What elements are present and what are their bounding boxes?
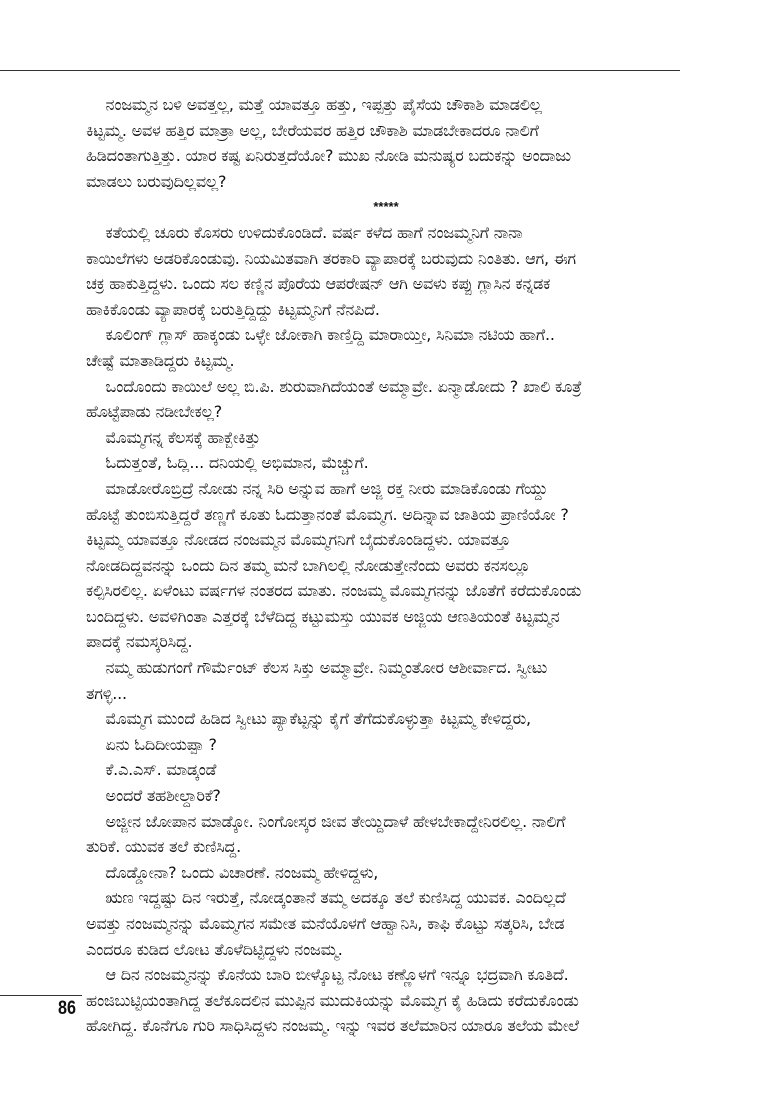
text-line: ಮಾಡಲು ಬರುವುದಿಲ್ಲವಲ್ಲ? (86, 171, 227, 191)
page-number: 86 (58, 998, 76, 1019)
text-line: ಹೊಟ್ಟೆ ತುಂಬಿಸುತ್ತಿದ್ದರೆ ತಣ್ಣಗೆ ಕೂತು ಓದುತ್ತಾನಂತೆ ಮೊಮ್ಮಗ. ಅದಿನ್ನಾವ ಜಾತಿಯ ಪ್ರಾಣಿಯೋ ? (86, 504, 569, 524)
text-line: ತುರಿಕೆ. ಯುವಕ ತಲೆ ಕುಣಿಸಿದ್ದ. (86, 837, 241, 857)
text-line: ನಂಜಮ್ಮನ ಬಳಿ ಅವತ್ತಲ್ಲ, ಮತ್ತೆ ಯಾವತ್ತೂ ಹತ್ತು, ಇಪ್ಪತ್ತು ಪೈಸೆಯ ಚೌಕಾಶಿ ಮಾಡಲಿಲ್ಲ (86, 95, 542, 114)
text-line: ಬಂದಿದ್ದಳು. ಅವಳಿಗಿಂತಾ ಎತ್ತರಕ್ಕೆ ಬೆಳೆದಿದ್ದ ಕಟ್ಟುಮಸ್ತು ಯುವಕ ಅಜ್ಜಿಯ ಆಣತಿಯಂತೆ ಕಿಟ್ಟಮ್ಮನ (86, 606, 560, 626)
body-text (86, 92, 686, 1039)
text-line: ಚೇಷ್ಟೆ ಮಾತಾಡಿದ್ದರು ಕಿಟ್ಟಮ್ಮ. (86, 350, 235, 370)
text-line: ಅಜ್ಜೀನ ಜೋಪಾನ ಮಾಡ್ಕೋ. ನಿಂಗೋಸ್ಕರ ಜೀವ ತೇಯ್ದಿದಾಳೆ ಹೇಳಬೇಕಾದ್ದೇನಿರಲಿಲ್ಲ. ನಾಲಿಗೆ (86, 811, 566, 831)
text-line: ಹಿಡಿದಂತಾಗುತ್ತಿತ್ತು. ಯಾರ ಕಷ್ಟ ಏನಿರುತ್ತದೆಯೋ? ಮುಖ ನೋಡಿ ಮನುಷ್ಯರ ಬದುಕನ್ನು ಅಂದಾಜು (86, 146, 571, 166)
text-line: ಒಂದೊಂದು ಕಾಯಿಲೆ ಅಲ್ಲ ಬಿ.ಪಿ. ಶುರುವಾಗಿದೆಯಂತೆ ಅಮ್ಮಾವ್ರೇ. ಏನ್ಮಾಡೋದು ? ಖಾಲಿ ಕೂತ್ರೆ (86, 376, 582, 396)
text-line: ಅವತ್ತು ನಂಜಮ್ಮನನ್ನು ಮೊಮ್ಮಗನ ಸಮೇತ ಮನೆಯೊಳಗೆ ಆಹ್ವಾನಿಸಿ, ಕಾಫಿ ಕೊಟ್ಟು ಸತ್ಕರಿಸಿ, ಬೇಡ (86, 914, 565, 933)
text-line: ನಮ್ಮ ಹುಡುಗಂಗೆ ಗೌರ್ಮೆಂಟ್ ಕೆಲಸ ಸಿಕ್ತು ಅಮ್ಮಾವ್ರೇ. ನಿಮ್ಮಂತೋರ ಆಶೀರ್ವಾದ. ಸ್ವೀಟು (86, 658, 548, 678)
text-line: ಕತೆಯಲ್ಲಿ ಚೂರು ಕೊಸರು ಉಳಿದುಕೊಂಡಿದೆ. ವರ್ಷ ಕಳೆದ ಹಾಗೆ ನಂಜಮ್ಮನಿಗೆ ನಾನಾ (86, 222, 523, 242)
text-line: ಎಂದರೂ ಕುಡಿದ ಲೋಟ ತೊಳೆದಿಟ್ಟಿದ್ದಳು ನಂಜಮ್ಮ. (86, 939, 343, 959)
top-divider (0, 70, 680, 71)
text-line: ಹೋಗಿದ್ದ. ಕೊನೆಗೂ ಗುರಿ ಸಾಧಿಸಿದ್ದಳು ನಂಜಮ್ಮ. ಇನ್ನು ಇವರ ತಲೆಮಾರಿನ ಯಾರೂ ತಲೆಯ ಮೇಲೆ (86, 1016, 579, 1036)
text-line: ಏನು ಓದಿದೀಯಪ್ಪಾ ? (86, 734, 217, 754)
text-line: ಓದುತ್ತಂತೆ, ಓದ್ಲಿ... ದನಿಯಲ್ಲಿ ಅಭಿಮಾನ, ಮೆಚ್ಚುಗೆ. (86, 453, 369, 473)
text-line: ನೋಡದಿದ್ದವನನ್ನು ಒಂದು ದಿನ ತಮ್ಮ ಮನೆ ಬಾಗಿಲಲ್ಲಿ ನೋಡುತ್ತೇನೆಂದು ಅವರು ಕನಸಲ್ಲೂ (86, 555, 530, 575)
text-line: ದೊಡ್ಡೋನಾ? ಒಂದು ವಿಚಾರಣೆ. ನಂಜಮ್ಮ ಹೇಳಿದ್ದಳು, (86, 862, 379, 882)
text-line: ಋಣ ಇದ್ದಷ್ಟು ದಿನ ಇರುತ್ತೆ, ನೋಡ್ಕಂತಾನೆ ತಮ್ಮ ಅದಕ್ಕೂ ತಲೆ ಕುಣಿಸಿದ್ದ ಯುವಕ. ಎಂದಿಲ್ಲದೆ (86, 888, 566, 908)
text-line: ಮಾಡೋರೊಬ್ರಿದ್ರೆ ನೋಡು ನನ್ನ ಸಿರಿ ಅನ್ನುವ ಹಾಗೆ ಅಜ್ಜಿ ರಕ್ತ ನೀರು ಮಾಡಿಕೊಂಡು ಗೆಯ್ದು (86, 478, 548, 498)
text-line: ಹೊಟ್ಟೆಪಾಡು ನಡೀಬೇಕಲ್ಲ? (86, 402, 223, 422)
text-line: ಕಲ್ಪಿಸಿರಲಿಲ್ಲ. ಏಳೆಂಟು ವರ್ಷಗಳ ನಂತರದ ಮಾತು. ನಂಜಮ್ಮ ಮೊಮ್ಮಗನನ್ನು ಜೊತೆಗೆ ಕರೆದುಕೊಂಡು (86, 581, 582, 601)
text-line: ಅಂದರೆ ತಹಶೀಲ್ದಾರಿಕೆ? (86, 786, 221, 806)
text-line: ಕೆ.ಎ.ಎಸ್. ಮಾಡ್ಕಂಡೆ (86, 760, 217, 780)
section-break: ***** (373, 199, 399, 215)
text-line: ಚಕ್ರ ಹಾಕುತ್ತಿದ್ದಳು. ಒಂದು ಸಲ ಕಣ್ಣಿನ ಪೊರೆಯ ಆಪರೇಷನ್ ಆಗಿ ಅವಳು ಕಪ್ಪು ಗ್ಲಾಸಿನ ಕನ್ನಡಕ (86, 274, 551, 294)
text-line: ಮೊಮ್ಮಗ ಮುಂದೆ ಹಿಡಿದ ಸ್ವೀಟು ಪ್ಯಾಕೆಟ್ಟನ್ನು ಕೈಗೆ ತೆಗೆದುಕೊಳ್ಳುತ್ತಾ ಕಿಟ್ಟಮ್ಮ ಕೇಳಿದ್ದರು, (86, 709, 531, 729)
text-line: ಮೊಮ್ಮಗನ್ನ ಕೆಲಸಕ್ಕೆ ಹಾಕ್ಬೇಕಿತ್ತು (86, 427, 261, 447)
text-line: ಕಿಟ್ಟಮ್ಮ. ಅವಳ ಹತ್ತಿರ ಮಾತ್ರಾ ಅಲ್ಲ, ಬೇರೆಯವರ ಹತ್ತಿರ ಚೌಕಾಶಿ ಮಾಡಬೇಕಾದರೂ ನಾಲಿಗೆ (86, 120, 539, 140)
text-line: ಕೂಲಿಂಗ್ ಗ್ಲಾಸ್ ಹಾಕ್ಕಂಡು ಒಳ್ಳೇ ಜೋಕಾಗಿ ಕಾಣ್ತಿದ್ದಿ ಮಾರಾಯ್ತೀ, ಸಿನಿಮಾ ನಟಿಯ ಹಾಗೆ.. (86, 325, 555, 345)
text-line: ಕಾಯಿಲೆಗಳು ಅಡರಿಕೊಂಡುವು. ನಿಯಮಿತವಾಗಿ ತರಕಾರಿ ವ್ಯಾಪಾರಕ್ಕೆ ಬರುವುದು ನಿಂತಿತು. ಆಗ, ಈಗ (86, 248, 576, 268)
text-line: ಕಿಟ್ಟಮ್ಮ ಯಾವತ್ತೂ ನೋಡದ ನಂಜಮ್ಮನ ಮೊಮ್ಮಗನಿಗೆ ಬೈದುಕೊಂಡಿದ್ದಳು. ಯಾವತ್ತೂ (86, 530, 511, 550)
text-line: ಆ ದಿನ ನಂಜಮ್ಮನನ್ನು ಕೊನೆಯ ಬಾರಿ ಬೀಳ್ಕೊಟ್ಟ ನೋಟ ಕಣ್ಣೊಳಗೆ ಇನ್ನೂ ಭದ್ರವಾಗಿ ಕೂತಿದೆ. (86, 965, 569, 985)
text-line: ಹಂಜಿಬುಟ್ಟಿಯಂತಾಗಿದ್ದ ತಲೆಕೂದಲಿನ ಮುಪ್ಪಿನ ಮುದುಕಿಯನ್ನು ಮೊಮ್ಮಗ ಕೈ ಹಿಡಿದು ಕರೆದುಕೊಂಡು (86, 990, 579, 1010)
footer-divider (0, 995, 82, 996)
text-line: ತಗಳ್ಳಿ... (86, 683, 127, 703)
text-line: ಪಾದಕ್ಕೆ ನಮಸ್ಕರಿಸಿದ್ದ. (86, 632, 193, 652)
text-line: ಹಾಕಿಕೊಂಡು ವ್ಯಾಪಾರಕ್ಕೆ ಬರುತ್ತಿದ್ದಿದ್ದು ಕಿಟ್ಟಮ್ಮನಿಗೆ ನೆನಪಿದೆ. (86, 299, 380, 319)
